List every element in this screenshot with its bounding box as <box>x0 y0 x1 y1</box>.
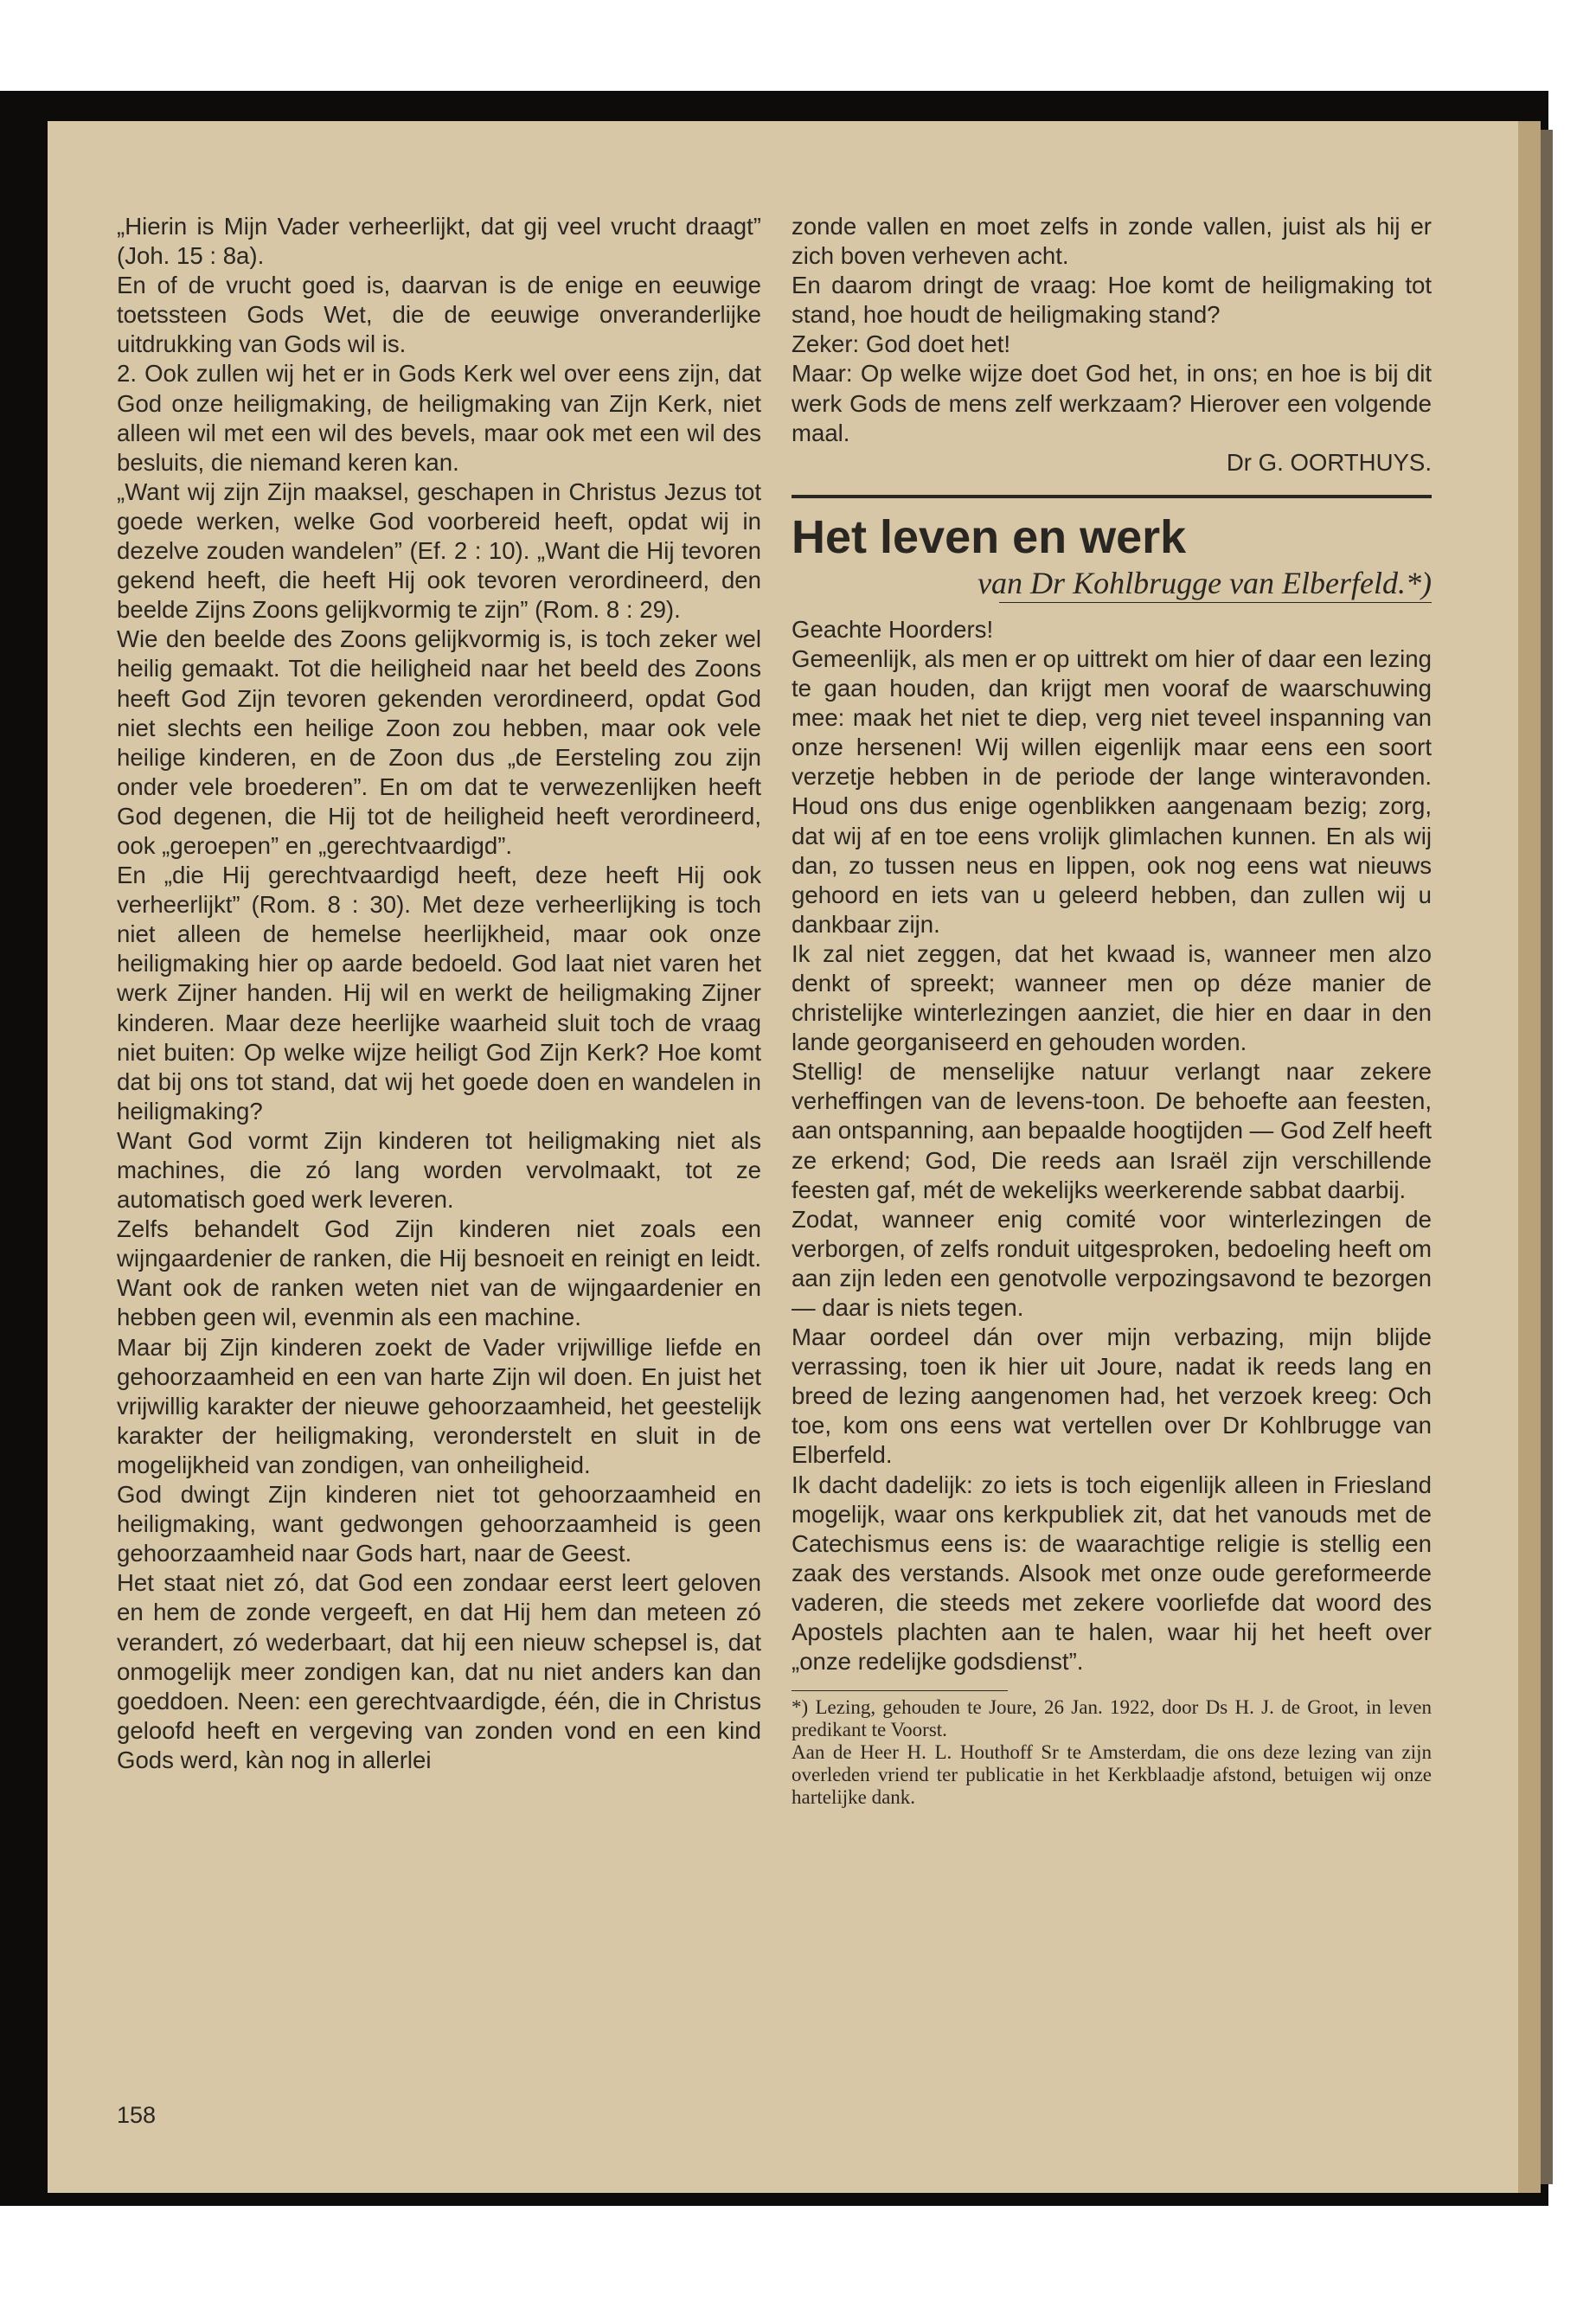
left-paragraph: En of de vrucht goed is, daarvan is de enige en eeuwige toetssteen Gods Wet, die de eeuwige onveranderlijke uitdrukking van Gods wil is. <box>117 272 761 358</box>
article-paragraph: Zodat, wanneer enig comité voor winterlezingen de verborgen, of zelfs ronduit uitgesproken, bedoeling heeft om aan zijn leden een genotvolle verpozingsavond te bezorgen — daar is niets tegen. <box>792 1205 1432 1321</box>
author-signature: Dr G. OORTHUYS. <box>1226 448 1432 476</box>
left-paragraph: 2. Ook zullen wij het er in Gods Kerk wel over eens zijn, dat God onze heiligmaking, de heiligmaking van Zijn Kerk, niet alleen wil met een wil des bevels, maar ook met een wil des besluits, die niemand keren kan. <box>117 360 761 476</box>
left-paragraph: Het staat niet zó, dat God een zondaar eerst leert geloven en hem de zonde vergeeft, en dat Hij hem dan meteen zó verandert, zó wederbaart, dat hij een nieuw schepsel is, dat onmogelijk meer zondigen kan, dat nu niet anders kan dan goeddoen. Neen: een gerechtvaardigde, één, die in Christus geloofd heeft en vergeving van zonden vond en een kind Gods werd, kàn nog in allerlei <box>117 1569 761 1773</box>
article-paragraph: Stellig! de menselijke natuur verlangt naar zekere verheffingen van de levens-toon. De behoefte aan feesten, aan ontspanning, aan bepaalde hoogtijden — God Zelf heeft ze erkend; God, Die reeds aan Israël zijn verschillende feesten gaf, mét de wekelijks weerkerende sabbat daarbij. <box>792 1058 1432 1203</box>
right-paragraph: En daarom dringt de vraag: Hoe komt de heiligmaking tot stand, hoe houdt de heiligmaking stand? <box>792 272 1432 329</box>
left-paragraph: Zelfs behandelt God Zijn kinderen niet zoals een wijngaardenier de ranken, die Hij besnoeit en reinigt en leidt. Want ook de ranken weten niet van de wijngaardenier en hebben geen wil, evenmin als een machine. <box>117 1215 761 1331</box>
subtitle-rule <box>999 602 1432 603</box>
article-title: Het leven en werk <box>792 510 1187 563</box>
article-subtitle: van Dr Kohlbrugge van Elberfeld.*) <box>977 565 1432 600</box>
left-paragraph: Maar bij Zijn kinderen zoekt de Vader vrijwillige liefde en gehoorzaamheid en een van harte Zijn wil doen. En juist het vrijwillig karakter der nieuwe gehoorzaamheid, het geestelijk karakter der heiligmaking, veronderstelt en sluit in de mogelijkheid van zondigen, van onheiligheid. <box>117 1333 761 1478</box>
right-paragraph: Maar: Op welke wijze doet God het, in ons; en hoe is bij dit werk Gods de mens zelf werkzaam? Hierover een volgende maal. <box>792 360 1432 446</box>
left-paragraph: En „die Hij gerechtvaardigd heeft, deze heeft Hij ook verheerlijkt” (Rom. 8 : 30). Met deze verheerlijking is toch niet alleen de hemelse heerlijkheid, maar ook onze heiligmaking hier op aarde bedoeld. God laat niet varen het werk Zijner handen. Hij wil en werkt de heiligmaking Zijner kinderen. Maar deze heerlijke waarheid sluit toch de vraag niet buiten: Op welke wijze heiligt God Zijn Kerk? Hoe komt dat bij ons tot stand, dat wij het goede doen en wandelen in heiligmaking? <box>117 862 761 1125</box>
left-paragraph: Want God vormt Zijn kinderen tot heiligmaking niet als machines, die zó lang worden vervolmaakt, tot ze automatisch goed werk leveren. <box>117 1126 761 1214</box>
right-paragraph: zonde vallen en moet zelfs in zonde vallen, juist als hij er zich boven verheven acht. <box>792 213 1432 270</box>
magazine-page <box>48 121 1518 2193</box>
article-paragraph: Ik dacht dadelijk: zo iets is toch eigenlijk alleen in Friesland mogelijk, waar ons kerkpubliek zit, dat het vanouds met de Catechismus eens is: de waarachtige religie is stellig een zaak des verstands. Alsook met onze oude gereformeerde vaderen, die steeds met zekere voorliefde dat woord des Apostels plachten aan te halen, waar hij het heeft over „onze redelijke godsdienst”. <box>792 1471 1432 1676</box>
left-paragraph: God dwingt Zijn kinderen niet tot gehoorzaamheid en heiligmaking, want gedwongen gehoorzaamheid is geen gehoorzaamheid naar Gods hart, naar de Geest. <box>117 1481 761 1567</box>
right-paragraph: Zeker: God doet het! <box>792 330 1011 358</box>
right-column <box>792 212 1432 1809</box>
page-number: 158 <box>117 2102 157 2128</box>
left-paragraph: „Want wij zijn Zijn maaksel, geschapen in Christus Jezus tot goede werken, welke God voorbereid heeft, opdat wij in dezelve zouden wandelen” (Ef. 2 : 10). „Want die Hij tevoren gekend heeft, die heeft Hij ook tevoren verordineerd, den beelde Zijns Zoons gelijkvormig te zijn” (Rom. 8 : 29). <box>117 478 761 624</box>
footnote-rule <box>792 1690 1008 1691</box>
page-edge <box>1518 121 1541 2193</box>
left-paragraph: „Hierin is Mijn Vader verheerlijkt, dat gij veel vrucht draagt” (Joh. 15 : 8a). <box>117 213 761 270</box>
article-paragraph: Ik zal niet zeggen, dat het kwaad is, wanneer men alzo denkt of spreekt; wanneer men op déze manier de christelijke winterlezingen aanziet, die hier en daar in den lande georganiseerd en gehouden worden. <box>792 939 1432 1056</box>
footnote: *) Lezing, gehouden te Joure, 26 Jan. 1922, door Ds H. J. de Groot, in leven predikant te Voorst. <box>792 1696 1432 1741</box>
article-paragraph: Geachte Hoorders! <box>792 615 994 643</box>
article-paragraph: Maar oordeel dán over mijn verbazing, mijn blijde verrassing, toen ik hier uit Joure, nadat ik reeds lang en breed de lezing aangenomen had, het verzoek kreeg: Och toe, kom ons eens wat vertellen over Dr Kohlbrugge van Elberfeld. <box>792 1324 1432 1469</box>
left-column <box>117 212 761 1775</box>
article-paragraph: Gemeenlijk, als men er op uittrekt om hier of daar een lezing te gaan houden, dan krijgt men vooraf de waarschuwing mee: maak het niet te diep, verg niet teveel inspanning van onze hersenen! Wij willen eigenlijk maar eens een soort verzetje hebben in de periode der lange winteravonden. Houd ons dus enige ogenblikken aangenaam bezig; zorg, dat wij af en toe eens vrolijk glimlachen kunnen. En als wij dan, zo tussen neus en lippen, ook nog eens wat nieuws gehoord en iets van u geleerd hebben, dan zullen wij u dankbaar zijn. <box>792 644 1432 938</box>
page-edge-shadow <box>1541 130 1553 2184</box>
left-paragraph: Wie den beelde des Zoons gelijkvormig is, is toch zeker wel heilig gemaakt. Tot die heiligheid naar het beeld des Zoons heeft God Zijn tevoren gekenden verordineerd, opdat God niet slechts een heilige Zoon zou hebben, maar ook vele heilige kinderen, en de Zoon dus „de Eersteling zou zijn onder vele broederen”. En om dat te verwezenlijken heeft God degenen, die Hij tot de heiligheid heeft verordineerd, ook „geroepen” en „gerechtvaardigd”. <box>117 625 761 859</box>
footnote: Aan de Heer H. L. Houthoff Sr te Amsterdam, die ons deze lezing van zijn overleden vriend ter publicatie in het Kerkblaadje afstond, betuigen wij onze hartelijke dank. <box>792 1741 1432 1809</box>
section-divider <box>792 495 1432 498</box>
